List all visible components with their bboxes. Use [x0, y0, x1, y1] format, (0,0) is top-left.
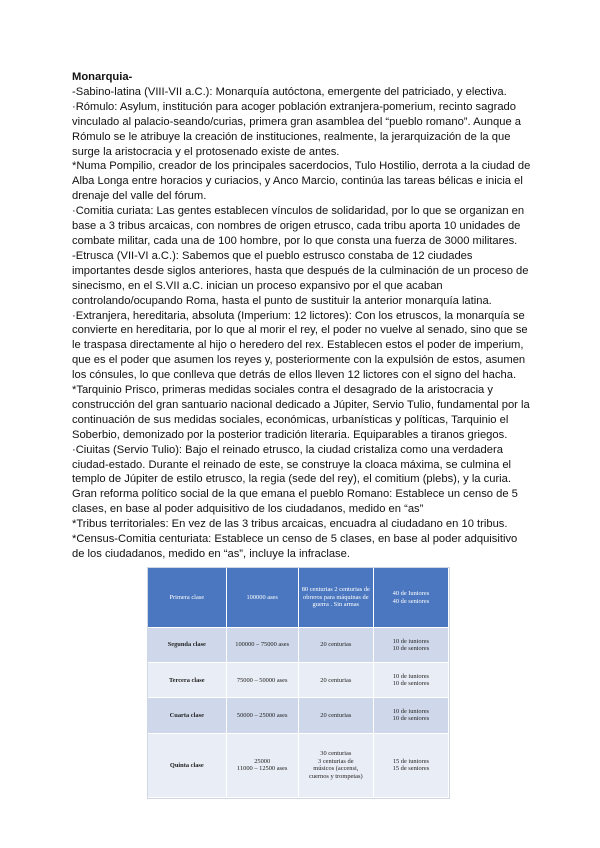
table-header-row — [148, 568, 449, 628]
cell-line: 40 de Iuniores — [392, 590, 430, 598]
document-body — [72, 70, 532, 562]
cell-line: 3 centurias de — [318, 757, 354, 765]
census-table-image — [147, 567, 450, 799]
section-title: Monarquia- — [72, 71, 133, 83]
census-table — [148, 568, 449, 798]
cell-troops — [373, 698, 448, 733]
paragraph-etrusca: -Etrusca (VII-VI a.C.): Sabemos que el pueblo estrusco constaba de 12 ciudades importantes desde siglos anteriores, hasta que después de la culminación de un proceso de sinecismo, en el S.VII a.C. inician un proceso expansivo por el que acaban controlando/ocupando Roma, hasta el punto de sustituir la anterior monarquía latina. — [72, 249, 529, 307]
cell-line: 40 de seniores — [392, 597, 430, 605]
paragraph-comitia-curiata: ·Comitia curiata: Las gentes establecen vínculos de solidaridad, por lo que se organizan en base a 3 tribus arcaicas, con nombres de origen etrusco, cada tribu aporta 10 unidades de combate militar, cada una de 100 hombre, por lo que consta una fuerza de 3000 militares. — [72, 205, 525, 247]
table-row — [148, 663, 449, 698]
paragraph-sabino-latina: -Sabino-latina (VIII-VII a.C.): Monarquía autóctona, emergente del patriciado, y electiva. — [72, 85, 507, 98]
cell-class: Quinta clase — [148, 733, 226, 797]
cell-line: 25000 — [254, 757, 271, 765]
header-cell-centuries: 80 centurias 2 centurias de obreros para máquinas de guerra . Sin armas — [298, 568, 373, 628]
cell-centuries: 20 centurias — [298, 698, 373, 733]
paragraph-census-comitia: *Census-Comitia centuriata: Establece un censo de 5 clases, en base al poder adquisitivo de los ciudadanos, medido en “as”, incluye la infraclase. — [72, 533, 518, 560]
cell-class: Cuarta clase — [148, 698, 226, 733]
cell-census: 100000 – 75000 ases — [226, 628, 298, 663]
paragraph-extranjera: ·Extranjera, hereditaria, absoluta (Imperium: 12 lictores): Con los etruscos, la monarquía se convierte en hereditaria, por lo que al morir el rey, el poder no vuelve al senado, sino que se le traspasa directamente al hijo o heredero del rex. Establecen estos el poder de imperium, que es el poder que asumen los reyes y, posteriormente con la expulsión de estos, asumen los cónsules, lo que conlleva que detrás de ellos lleven 12 lictores con el signo del hacha. — [72, 309, 528, 382]
cell-troops — [373, 733, 448, 797]
paragraph-numa-pompilio: *Numa Pompilio, creador de los principales sacerdocios, Tulo Hostilio, derrota a la ciudad de Alba Longa entre horacios y curiacios, y Anco Marcio, continúa las tareas bélicas e inicia el drenaje del valle del fórum. — [72, 160, 531, 203]
header-cell-troops — [373, 568, 448, 628]
cell-class: Segunda clase — [148, 628, 226, 663]
cell-line: 10 de iuniores — [392, 672, 430, 680]
cell-line: cuernos y trompetas) — [309, 772, 363, 780]
table-row — [148, 733, 449, 797]
paragraph-tarquinio: *Tarquinio Prisco, primeras medidas sociales contra el desagrado de la aristocracia y construcción del gran santuario nacional dedicado a Júpiter, Servio Tulio, fundamental por la continuación de sus medidas sociales, económicas, urbanísticas y políticas, Tarquinio el Soberbio, demonizado por la posterior tradición literaria. Equiparables a tiranos griegos. — [72, 384, 530, 441]
cell-line: 10 de seniores — [392, 680, 430, 688]
table-row — [148, 628, 449, 663]
paragraph-ciuitas: ·Ciuitas (Servio Tulio): Bajo el reinado etrusco, la ciudad cristaliza como una verdadera ciudad-estado. Durante el reinado de este, se construye la cloaca máxima, se culmina el templo de Júpiter de estilo etrusco, la regia (sede del rey), el comitium (plebs), y la curia. Gran reforma político social de la que emana el pueblo Romano: Establece un censo de 5 clases, en base al poder adquisitivo de los ciudadanos, medido en “as” — [72, 443, 518, 516]
table-row — [148, 698, 449, 733]
cell-centuries — [298, 733, 373, 797]
cell-line: 15 de seniores — [392, 765, 430, 773]
cell-census — [226, 733, 298, 797]
cell-census: 75000 – 50000 ases — [226, 663, 298, 698]
cell-centuries: 20 centurias — [298, 663, 373, 698]
paragraph-romulo: ·Rómulo: Asylum, institución para acoger población extranjera-pomerium, recinto sagrado vinculado al palacio-seando/curias, primera gran asamblea del “pueblo romano”. Aunque a Rómulo se le atribuye la creación de instituciones, realmente, la jerarquización de la que surge la aristocracia y el protosenado existe de antes. — [72, 100, 522, 158]
header-cell-class: Primera clase — [148, 568, 226, 628]
cell-line: 10 de iuniores — [392, 637, 430, 645]
cell-census: 50000 – 25000 ases — [226, 698, 298, 733]
cell-line: 15 de iuniores — [392, 757, 430, 765]
cell-centuries: 20 centurias — [298, 628, 373, 663]
cell-line: 10 de iuniores — [392, 708, 430, 716]
cell-line: 11000 – 12500 ases — [237, 765, 288, 773]
cell-line: 10 de seniores — [392, 645, 430, 653]
cell-line: 30 centurias — [320, 750, 352, 758]
paragraph-tribus-territoriales: *Tribus territoriales: En vez de las 3 tribus arcaicas, encuadra al ciudadano en 10 tribus. — [72, 518, 508, 531]
cell-class: Tercera clase — [148, 663, 226, 698]
cell-troops — [373, 628, 448, 663]
header-cell-census: 100000 ases — [226, 568, 298, 628]
cell-line: músicos (accensi, — [313, 765, 359, 773]
cell-troops — [373, 663, 448, 698]
cell-line: 10 de seniores — [392, 715, 430, 723]
